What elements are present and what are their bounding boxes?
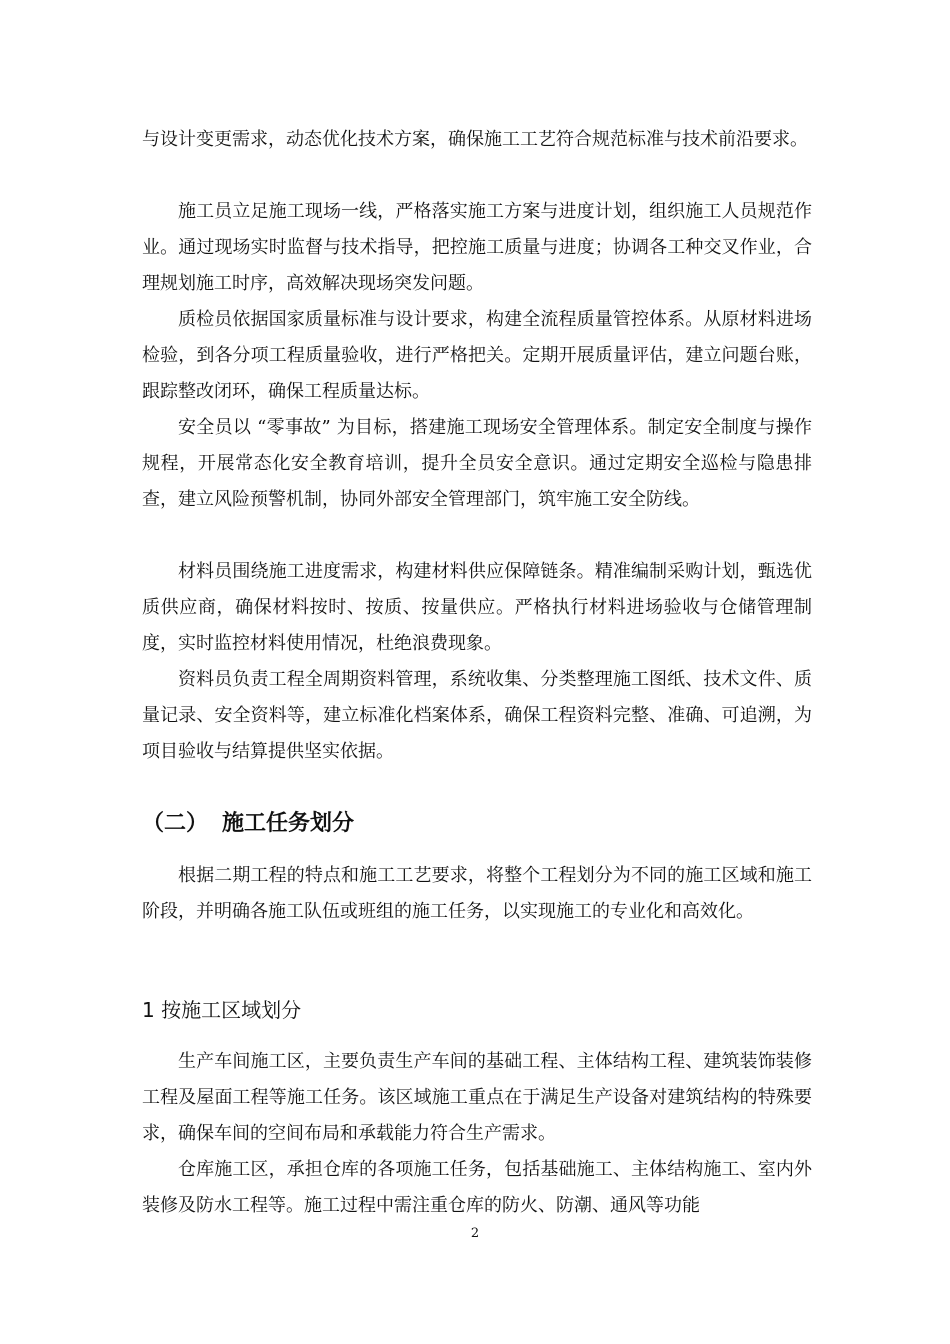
paragraph-workshop-zone: 生产车间施工区，主要负责生产车间的基础工程、主体结构工程、建筑装饰装修工程及屋面工程等施工任务。该区域施工重点在于满足生产设备对建筑结构的特殊要求，确保车间的空间布局和承载能力符合生产需求。 (142, 1051, 812, 1144)
section-number: （二） (142, 811, 209, 836)
paragraph-materials-officer: 材料员围绕施工进度需求，构建材料供应保障链条。精准编制采购计划，甄选优质供应商，确保材料按时、按质、按量供应。严格执行材料进场验收与仓储管理制度，实时监控材料使用情况，杜绝浪费现象。 (142, 561, 812, 654)
page-number: 2 (470, 1226, 480, 1241)
paragraph-tech-lead-continued: 与设计变更需求，动态优化技术方案，确保施工工艺符合规范标准与技术前沿要求。 (142, 129, 808, 150)
paragraph-documentation-officer: 资料员负责工程全周期资料管理，系统收集、分类整理施工图纸、技术文件、质量记录、安全资料等，建立标准化档案体系，确保工程资料完整、准确、可追溯，为项目验收与结算提供坚实依据。 (142, 669, 812, 762)
paragraph-safety-officer: 安全员以 “零事故” 为目标，搭建施工现场安全管理体系。制定安全制度与操作规程，开展常态化安全教育培训，提升全员安全意识。通过定期安全巡检与隐患排查，建立风险预警机制，协同外部安全管理部门，筑牢施工安全防线。 (142, 417, 812, 510)
paragraph-construction-worker: 施工员立足施工现场一线，严格落实施工方案与进度计划，组织施工人员规范作业。通过现场实时监督与技术指导，把控施工质量与进度；协调各工种交叉作业，合理规划施工时序，高效解决现场突发问题。 (142, 201, 812, 294)
paragraph-task-division-intro: 根据二期工程的特点和施工工艺要求，将整个工程划分为不同的施工区域和施工阶段，并明确各施工队伍或班组的施工任务，以实现施工的专业化和高效化。 (142, 865, 812, 922)
paragraph-warehouse-zone: 仓库施工区，承担仓库的各项施工任务，包括基础施工、主体结构施工、室内外装修及防水工程等。施工过程中需注重仓库的防火、防潮、通风等功能 (142, 1159, 812, 1216)
section-heading (142, 806, 354, 842)
section-title: 施工任务划分 (222, 811, 355, 836)
subsection-heading: 1 按施工区域划分 (142, 998, 302, 1022)
paragraph-quality-inspector: 质检员依据国家质量标准与设计要求，构建全流程质量管控体系。从原材料进场检验，到各分项工程质量验收，进行严格把关。定期开展质量评估，建立问题台账，跟踪整改闭环，确保工程质量达标。 (142, 309, 812, 402)
